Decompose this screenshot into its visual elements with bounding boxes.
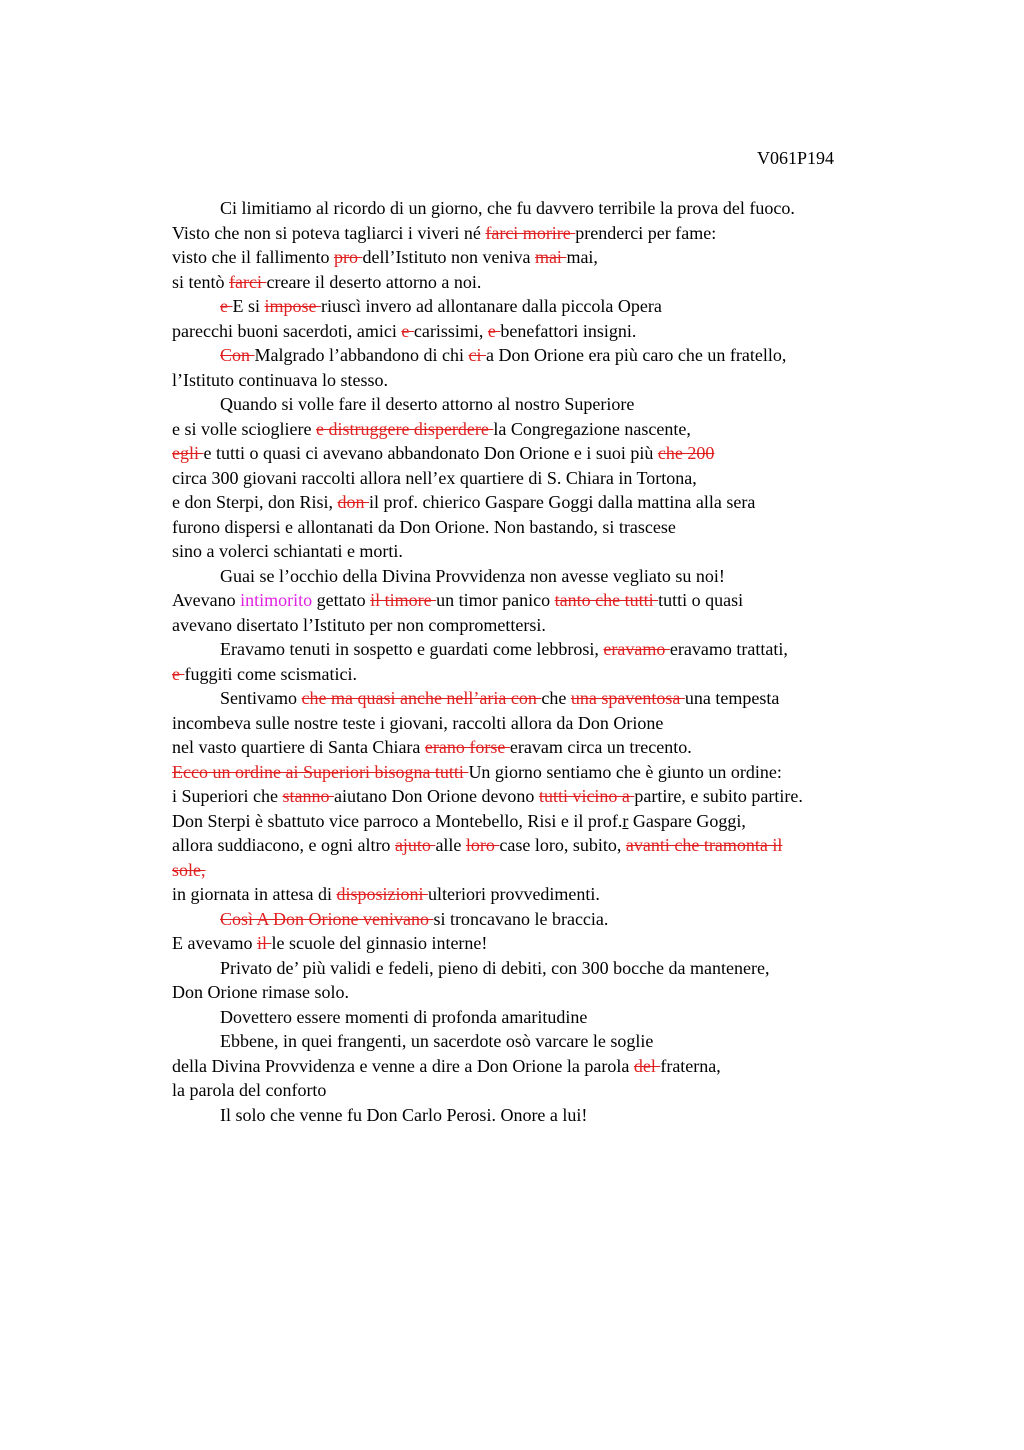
text-line	[172, 1029, 1012, 1054]
text-segment: partire, e subito partire.	[634, 786, 803, 806]
text-segment: Ci limitiamo al ricordo di un giorno, che fu davvero terribile la prova del fuoco.	[220, 198, 795, 218]
text-segment: Visto che non si poteva tagliarci i viveri né	[172, 222, 486, 243]
text-segment: i Superiori che	[172, 786, 283, 806]
deleted-text: loro	[465, 835, 500, 855]
text-segment: E si	[232, 296, 265, 316]
text-segment: parecchi buoni sacerdoti, amici	[172, 320, 402, 341]
text-line	[172, 515, 1012, 540]
text-segment: ulteriori provvedimenti.	[427, 884, 600, 904]
text-segment: creare il deserto attorno a noi.	[266, 271, 482, 292]
text-segment: Avevano	[172, 590, 241, 610]
deleted-text: e	[220, 296, 233, 316]
deleted-text: ajuto	[394, 835, 436, 855]
text-segment: si troncavano le braccia.	[433, 908, 609, 929]
text-segment: gettato	[312, 590, 371, 610]
text-segment: Malgrado l’abbandono di chi	[254, 345, 469, 365]
deleted-text: farci	[229, 271, 267, 292]
text-line	[172, 833, 1012, 858]
text-line	[172, 686, 1012, 711]
text-line	[172, 539, 1012, 564]
text-segment: della Divina Provvidenza e venne a dire a Don Orione la parola	[172, 1055, 634, 1076]
text-segment: che	[541, 688, 571, 708]
deleted-text: Con	[220, 345, 255, 365]
text-line	[172, 196, 1012, 221]
text-segment: furono dispersi e allontanati da Don Orione. Non bastando, si trascese	[172, 516, 676, 537]
text-segment: fraterna,	[660, 1055, 721, 1076]
text-line	[172, 760, 1012, 785]
text-segment: la parola del conforto	[172, 1080, 327, 1100]
deleted-text: che ma quasi anche nell’aria con	[301, 688, 542, 708]
deleted-text: tanto che tutti	[554, 590, 659, 610]
text-line	[172, 907, 1012, 932]
text-segment: riuscì invero ad allontanare dalla piccola Opera	[321, 296, 662, 316]
document-id: V061P194	[757, 148, 835, 168]
deleted-text: sole,	[172, 859, 206, 880]
underlined-text: r	[622, 810, 629, 831]
text-segment: sino a volerci schiantati e morti.	[172, 541, 403, 561]
deleted-text: farci morire	[485, 222, 576, 243]
text-segment: e don Sterpi, don Risi,	[172, 492, 338, 512]
text-segment: Privato de’ più validi e fedeli, pieno di debiti, con 300 bocche da mantenere,	[220, 957, 770, 978]
text-line	[172, 711, 1012, 736]
text-segment: allora suddiacono, e ogni altro	[172, 835, 395, 855]
text-line	[172, 1005, 1012, 1030]
text-segment: Eravamo tenuti in sospetto e guardati come lebbrosi,	[220, 639, 604, 659]
text-segment: in giornata in attesa di	[172, 884, 337, 904]
text-segment: Ebbene, in quei frangenti, un sacerdote osò varcare le soglie	[220, 1031, 654, 1051]
text-segment: e tutti o quasi ci avevano abbandonato Don Orione e i suoi più	[203, 443, 658, 463]
text-segment: si tentò	[172, 271, 229, 292]
text-segment: fuggiti come scismatici.	[184, 663, 357, 684]
text-segment: una tempesta	[684, 688, 780, 708]
text-line	[172, 662, 1012, 687]
document-body	[172, 196, 1012, 1127]
text-line	[172, 466, 1012, 491]
text-line	[172, 221, 1012, 246]
text-segment: il prof. chierico Gaspare Goggi dalla mattina alla sera	[369, 492, 756, 512]
text-segment: circa 300 giovani raccolti allora nell’ex quartiere di S. Chiara in Tortona,	[172, 467, 697, 488]
text-segment: carissimi,	[413, 320, 488, 341]
deleted-text: e	[401, 320, 414, 341]
text-line	[172, 392, 1012, 417]
text-segment: un timor panico	[436, 590, 555, 610]
deleted-text: Ecco un ordine ai Superiori bisogna tutti	[172, 761, 469, 782]
deleted-text: mai	[534, 247, 567, 267]
text-line	[172, 956, 1012, 981]
text-line	[172, 931, 1012, 956]
deleted-text: e	[487, 320, 501, 341]
deleted-text: e distruggere disperdere	[315, 418, 494, 439]
text-segment: eravam circa un trecento.	[509, 737, 692, 757]
text-line	[172, 1054, 1012, 1079]
text-segment: incombeva sulle nostre teste i giovani, raccolti allora da Don Orione	[172, 712, 664, 733]
text-segment: alle	[435, 835, 466, 855]
deleted-text: avanti che tramonta il	[625, 835, 783, 855]
text-line	[172, 490, 1012, 515]
text-line	[172, 735, 1012, 760]
deleted-text: don	[337, 492, 369, 512]
text-segment: tutti o quasi	[658, 590, 744, 610]
deleted-text: pro	[333, 247, 363, 267]
text-line	[172, 417, 1012, 442]
text-segment: Guai se l’occhio della Divina Provvidenza non avesse vegliato su noi!	[220, 565, 725, 586]
text-line	[172, 613, 1012, 638]
text-line	[172, 637, 1012, 662]
text-segment: la Congregazione nascente,	[493, 418, 691, 439]
deleted-text: stanno	[282, 786, 334, 806]
text-line	[172, 270, 1012, 295]
deleted-text: eravamo	[603, 639, 670, 659]
deleted-text: Così A Don Orione venivano	[220, 908, 434, 929]
text-segment: eravamo trattati,	[669, 639, 788, 659]
text-segment: dell’Istituto non veniva	[362, 247, 535, 267]
text-line	[172, 564, 1012, 589]
text-segment: Sentivamo	[220, 688, 302, 708]
text-line	[172, 343, 1012, 368]
text-segment: e si volle sciogliere	[172, 418, 316, 439]
text-segment: Un giorno sentiamo che è giunto un ordine:	[468, 761, 782, 782]
text-line	[172, 784, 1012, 809]
text-segment: visto che il fallimento	[172, 247, 334, 267]
text-segment: aiutano Don Orione devono	[333, 786, 539, 806]
text-line	[172, 245, 1012, 270]
deleted-text: e	[172, 663, 185, 684]
text-line	[172, 1078, 1012, 1103]
text-segment: Dovettero essere momenti di profonda amaritudine	[220, 1006, 588, 1027]
deleted-text: il	[256, 933, 272, 953]
deleted-text: del	[633, 1055, 661, 1076]
text-line	[172, 294, 1012, 319]
text-line	[172, 368, 1012, 393]
text-segment: nel vasto quartiere di Santa Chiara	[172, 737, 425, 757]
text-segment: le scuole del ginnasio interne!	[271, 933, 488, 953]
text-line	[172, 441, 1012, 466]
text-segment: case loro, subito,	[499, 835, 626, 855]
text-segment: E avevamo	[172, 933, 257, 953]
text-segment: Gaspare Goggi,	[628, 810, 746, 831]
deleted-text: ci	[468, 345, 486, 365]
deleted-text: che 200	[657, 443, 715, 463]
text-segment: Il solo che venne fu Don Carlo Perosi. Onore a lui!	[220, 1104, 588, 1125]
text-segment: l’Istituto continuava lo stesso.	[172, 369, 388, 390]
deleted-text: una spaventosa	[570, 688, 685, 708]
text-line	[172, 1103, 1012, 1128]
inserted-text: intimorito	[240, 590, 313, 610]
deleted-text: tutti vicino a	[538, 786, 635, 806]
text-segment: mai,	[566, 247, 598, 267]
text-line	[172, 882, 1012, 907]
deleted-text: il timore	[370, 590, 437, 610]
deleted-text: egli	[172, 443, 204, 463]
text-line	[172, 319, 1012, 344]
text-segment: a Don Orione era più caro che un fratello,	[485, 345, 787, 365]
text-segment: Quando si volle fare il deserto attorno al nostro Superiore	[220, 394, 635, 414]
text-segment: prenderci per fame:	[575, 222, 717, 243]
text-line	[172, 588, 1012, 613]
text-segment: avevano disertato l’Istituto per non compromettersi.	[172, 614, 546, 635]
text-segment: Don Orione rimase solo.	[172, 982, 349, 1002]
deleted-text: impose	[264, 296, 322, 316]
text-segment: Don Sterpi è sbattuto vice parroco a Montebello, Risi e il prof.	[172, 810, 623, 831]
text-line	[172, 809, 1012, 834]
deleted-text: erano forse	[424, 737, 510, 757]
text-line	[172, 980, 1012, 1005]
text-line	[172, 858, 1012, 883]
deleted-text: disposizioni	[336, 884, 428, 904]
text-segment: benefattori insigni.	[500, 320, 637, 341]
